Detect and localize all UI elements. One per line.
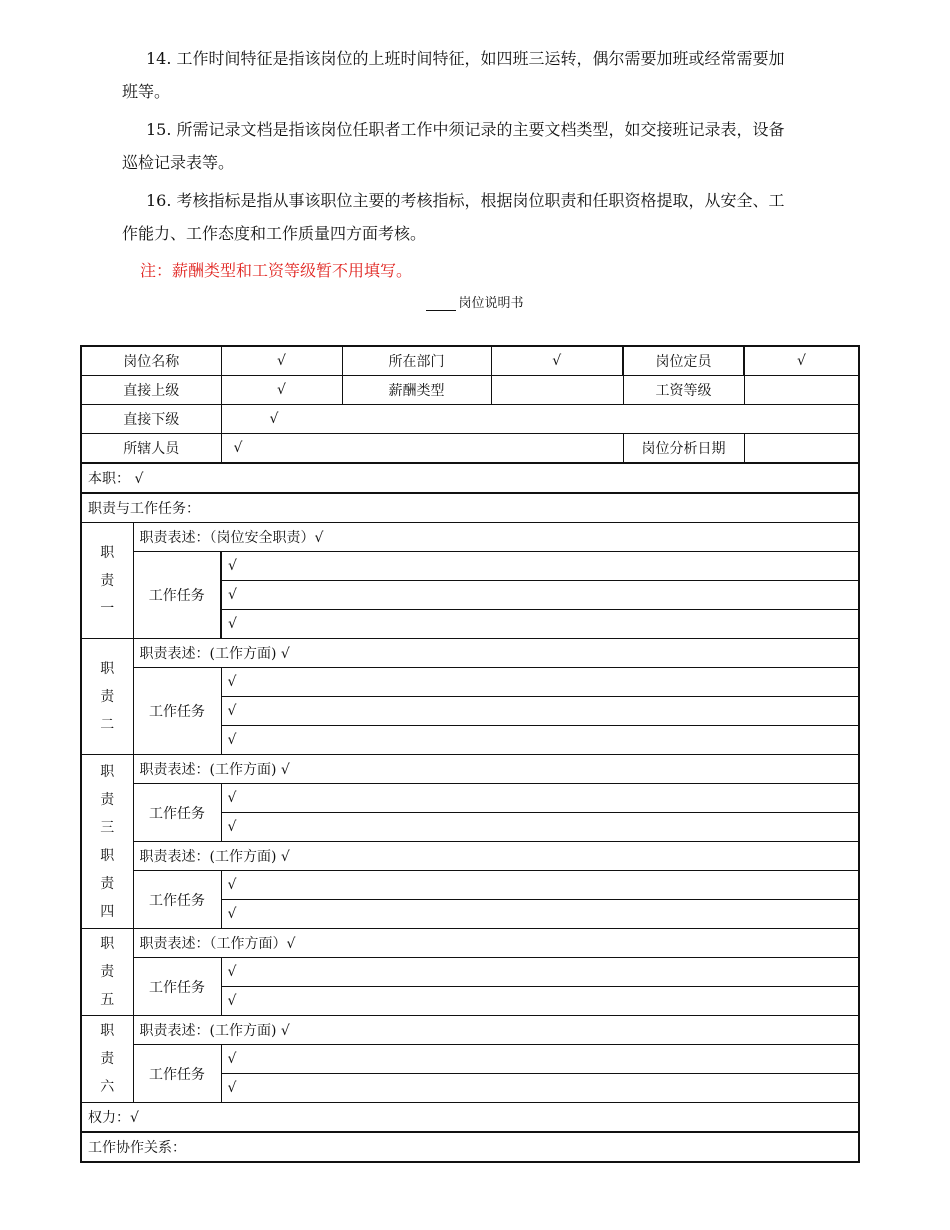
label-department: 所在部门 <box>342 346 491 376</box>
duty-6-label: 职 责 六 <box>81 1016 133 1103</box>
field-department[interactable]: √ <box>491 346 623 376</box>
duty-5-label: 职 责 五 <box>81 929 133 1016</box>
label-wage-grade: 工资等级 <box>623 376 744 405</box>
duty-4-task-2[interactable]: √ <box>221 900 859 929</box>
duty-3-4-label: 职 责 三 职 责 四 <box>81 755 133 929</box>
label-post-name: 岗位名称 <box>81 346 221 376</box>
duty-1-task-3[interactable]: √ <box>221 610 859 639</box>
duty-5-task-2[interactable]: √ <box>221 987 859 1016</box>
duty-3-task-1[interactable]: √ <box>221 784 859 813</box>
duty-6-task-2[interactable]: √ <box>221 1074 859 1103</box>
duty-3-description[interactable]: 职责表述：(工作方面) √ <box>133 755 859 784</box>
paragraph-line: 15. 所需记录文档是指该岗位任职者工作中须记录的主要文档类型，如交接班记录表，设备 <box>146 120 785 139</box>
duty-3-task-2[interactable]: √ <box>221 813 859 842</box>
job-description-form <box>80 345 860 1163</box>
field-superior[interactable]: √ <box>221 376 342 405</box>
duty-6-description[interactable]: 职责表述：(工作方面) √ <box>133 1016 859 1045</box>
label-analysis-date: 岗位分析日期 <box>623 434 744 464</box>
duty-2-description[interactable]: 职责表述：(工作方面) √ <box>133 639 859 668</box>
paragraph-16 <box>122 184 864 250</box>
paragraph-14 <box>122 42 864 108</box>
main-duty-line[interactable]: 本职： √ <box>81 463 859 493</box>
field-pay-type[interactable] <box>491 376 623 405</box>
duty-3-task-label: 工作任务 <box>133 784 221 842</box>
duty-5-description[interactable]: 职责表述：（工作方面）√ <box>133 929 859 958</box>
field-headcount[interactable]: √ <box>744 346 859 376</box>
duty-1-task-1[interactable]: √ <box>221 552 859 581</box>
duty-2-task-3[interactable]: √ <box>221 726 859 755</box>
duty-4-description[interactable]: 职责表述：(工作方面) √ <box>133 842 859 871</box>
duty-6-task-1[interactable]: √ <box>221 1045 859 1074</box>
paragraph-line: 作能力、工作态度和工作质量四方面考核。 <box>122 224 427 243</box>
power-line[interactable]: 权力：√ <box>81 1103 859 1133</box>
paragraph-line: 14. 工作时间特征是指该岗位的上班时间特征，如四班三运转，偶尔需要加班或经常需要加 <box>146 49 785 68</box>
duty-1-label: 职 责 一 <box>81 523 133 639</box>
field-post-name[interactable]: √ <box>221 346 342 376</box>
title-blank-line[interactable] <box>426 297 456 311</box>
field-analysis-date[interactable] <box>744 434 859 464</box>
red-note: 注：薪酬类型和工资等级暂不用填写。 <box>140 261 413 280</box>
duty-4-task-label: 工作任务 <box>133 871 221 929</box>
duty-2-task-1[interactable]: √ <box>221 668 859 697</box>
title-text: 岗位说明书 <box>458 296 524 311</box>
duty-2-label: 职 责 二 <box>81 639 133 755</box>
duty-2-task-label: 工作任务 <box>133 668 221 755</box>
duty-1-task-label: 工作任务 <box>133 552 221 639</box>
paragraph-line: 巡检记录表等。 <box>122 153 235 172</box>
label-subordinate: 直接下级 <box>81 405 221 434</box>
duty-1-task-2[interactable]: √ <box>221 581 859 610</box>
paragraph-15 <box>122 113 864 179</box>
label-superior: 直接上级 <box>81 376 221 405</box>
duty-6-task-label: 工作任务 <box>133 1045 221 1103</box>
duty-4-task-1[interactable]: √ <box>221 871 859 900</box>
cooperation-line[interactable]: 工作协作关系： <box>81 1132 859 1162</box>
field-subordinate[interactable]: √ <box>221 405 859 434</box>
field-wage-grade[interactable] <box>744 376 859 405</box>
paragraph-line: 16. 考核指标是指从事该职位主要的考核指标，根据岗位职责和任职资格提取，从安全、工 <box>146 191 785 210</box>
duty-2-task-2[interactable]: √ <box>221 697 859 726</box>
field-staff[interactable]: √ <box>221 434 623 464</box>
paragraph-line: 班等。 <box>122 82 171 101</box>
duty-5-task-1[interactable]: √ <box>221 958 859 987</box>
duty-1-description[interactable]: 职责表述：（岗位安全职责）√ <box>133 523 859 552</box>
label-headcount: 岗位定员 <box>623 346 744 376</box>
tasks-heading: 职责与工作任务： <box>81 493 859 523</box>
duty-5-task-label: 工作任务 <box>133 958 221 1016</box>
label-pay-type: 薪酬类型 <box>342 376 491 405</box>
label-staff: 所辖人员 <box>81 434 221 464</box>
document-title <box>0 292 950 311</box>
